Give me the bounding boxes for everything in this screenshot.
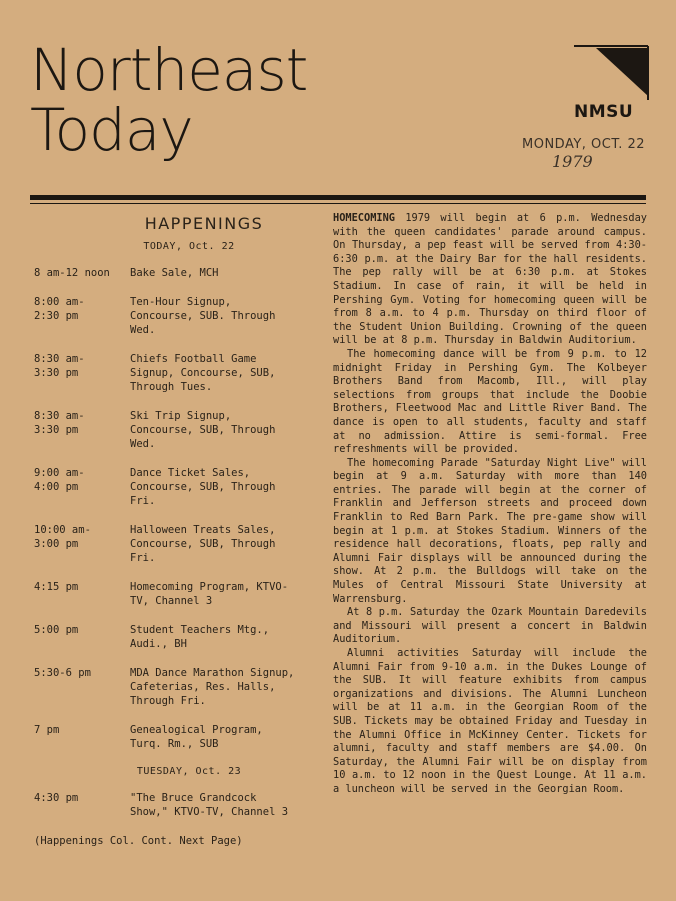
events-list — [34, 266, 324, 751]
event-time: 8:30 am- 3:30 pm — [34, 410, 85, 436]
issue-date: MONDAY, OCT. 22 — [522, 137, 646, 152]
masthead-rule — [30, 195, 646, 200]
event-description: Student Teachers Mtg., Audi., BH — [130, 624, 270, 650]
masthead-title-line1: Northeast — [30, 36, 308, 104]
event-row — [34, 466, 324, 508]
event-description: Genealogical Program, Turq. Rm., SUB — [130, 724, 263, 750]
event-description: "The Bruce Grandcock Show," KTVO-TV, Channel 3 — [130, 792, 289, 818]
event-time: 4:15 pm — [34, 581, 79, 593]
event-row — [34, 723, 324, 751]
continued-note: (Happenings Col. Cont. Next Page) — [34, 835, 243, 847]
event-time: 9:00 am- 4:00 pm — [34, 467, 85, 493]
event-row — [34, 523, 324, 565]
logo-text: NMSU — [574, 102, 634, 122]
event-row — [34, 666, 324, 708]
article-paragraph-3: The homecoming Parade "Saturday Night Live" will begin at 9 a.m. Saturday with more than 140 entries. The parade will begin at the corner of Franklin and Jefferson streets and proceed down Franklin to Red Barn Park. The pre-game show will begin at 1 p.m. at Stokes Stadium. Winners of the residence hall decorations, floats, pep rally and Alumni Fair displays will be announced during the show. At 2 p.m. the Bulldogs will take on the Mules of Central Missouri State University at Warrensburg. — [333, 456, 647, 605]
day-heading-tuesday: TUESDAY, Oct. 23 — [136, 766, 242, 777]
masthead-title-line2: Today — [30, 96, 193, 164]
event-time: 10:00 am- 3:00 pm — [34, 524, 91, 550]
masthead-title — [30, 36, 390, 164]
event-row — [34, 352, 324, 394]
event-description: Homecoming Program, KTVO-TV, Channel 3 — [130, 581, 289, 607]
event-description: MDA Dance Marathon Signup, Cafeterias, Res. Halls, Through Fri. — [130, 667, 295, 707]
events-list-tuesday — [34, 791, 324, 819]
article-paragraph-1 — [333, 212, 647, 348]
event-time: 5:30-6 pm — [34, 667, 91, 679]
happenings-column — [34, 214, 324, 848]
event-description: Halloween Treats Sales, Concourse, SUB, Through Fri. — [130, 524, 276, 564]
event-description: Bake Sale, MCH — [130, 267, 219, 279]
event-row — [34, 623, 324, 651]
event-row — [34, 295, 324, 337]
event-row — [34, 266, 324, 280]
event-description: Ten-Hour Signup, Concourse, SUB. Through Wed. — [130, 296, 276, 336]
happenings-heading: HAPPENINGS — [144, 214, 264, 233]
article-paragraph-5: Alumni activities Saturday will include the Alumni Fair from 9-10 a.m. in the Dukes Lounge of the SUB. It will feature exhibits from campus organizations and divisions. The Alumni Luncheon will be at 11 a.m. in the Georgian Room of the SUB. Tickets may be obtained Friday and Tuesday in the Alumni Office in McKinney Center. Tickets for alumni, faculty and staff members are $4.00. On Saturday, the Alumni Fair will be on display from 10 a.m. to 12 noon in the Quest Lounge. At 11 a.m. a luncheon will be served in the Georgian Room. — [333, 647, 647, 795]
event-row — [34, 409, 324, 451]
article-text-1: 1979 will begin at 6 p.m. Wednesday with the queen candidates' parade around campus. On Thursday, a pep feast will be served from 4:30-6:30 p.m. at the Dairy Bar for the hall residents. The pep rally will be at 6:30 p.m. at Stokes Stadium. In case of rain, it will be held in Pershing Gym. Voting for homecoming queen will be from 8 a.m. to 4 p.m. Thursday on third floor of the Student Union Building. Crowning of the queen will be at 8 p.m. Thursday in Baldwin Auditorium. — [333, 212, 647, 347]
event-time: 4:30 pm — [34, 792, 79, 804]
event-time: 8:00 am- 2:30 pm — [34, 296, 85, 322]
article-paragraph-4: At 8 p.m. Saturday the Ozark Mountain Daredevils and Missouri will present a concert in Baldwin Auditorium. — [333, 606, 647, 646]
event-description: Dance Ticket Sales, Concourse, SUB, Through Fri. — [130, 467, 276, 507]
day-heading-today: TODAY, Oct. 22 — [143, 241, 235, 252]
event-description: Ski Trip Signup, Concourse, SUB, Through Wed. — [130, 410, 276, 450]
event-row — [34, 580, 324, 608]
event-description: Chiefs Football Game Signup, Concourse, SUB, Through Tues. — [130, 353, 276, 393]
event-time: 5:00 pm — [34, 624, 79, 636]
event-time: 8:30 am- 3:30 pm — [34, 353, 85, 379]
homecoming-article — [333, 212, 647, 797]
handwritten-year: 1979 — [552, 152, 593, 171]
event-row — [34, 791, 324, 819]
article-paragraph-2: The homecoming dance will be from 9 p.m. to 12 midnight Friday in Pershing Gym. The Kolbeyer Brothers Band from Macomb, Ill., will play selections from groups that include the Doobie Brothers, Fleetwood Mac and Little River Band. The dance is open to all students, faculty and staff at no admission. Attire is semi-formal. Free refreshments will be provided. — [333, 347, 647, 456]
masthead-rule-thin — [30, 203, 646, 204]
article-lead: HOMECOMING — [333, 212, 395, 224]
event-time: 7 pm — [34, 724, 60, 736]
event-time: 8 am-12 noon — [34, 267, 110, 279]
